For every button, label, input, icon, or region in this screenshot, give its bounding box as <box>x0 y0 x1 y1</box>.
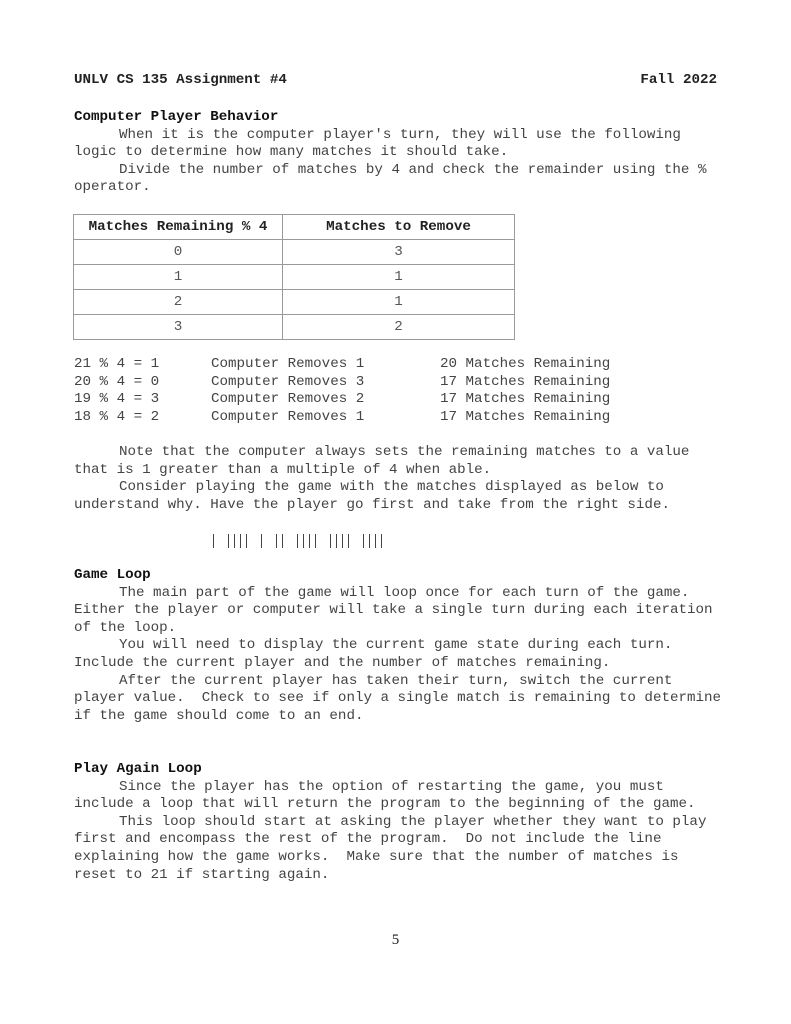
section-title: Game Loop <box>74 567 151 583</box>
paragraph: Since the player has the option of restarting the game, you must include a loop that will return the program to the beginning of the game. <box>74 778 696 813</box>
match-stick <box>282 534 283 548</box>
paragraph: Note that the computer always sets the remaining matches to a value that is 1 greater than a multiple of 4 when able. <box>74 444 698 478</box>
match-sticks-illustration <box>213 532 387 548</box>
match-stick <box>303 534 304 548</box>
column-header: Matches Remaining % 4 <box>74 215 283 240</box>
example-result: 17 Matches Remaining <box>440 373 611 390</box>
paragraph: Divide the number of matches by 4 and check the remainder using the % operator. <box>74 161 715 196</box>
match-stick <box>228 534 229 548</box>
table-cell: 0 <box>74 240 283 265</box>
example-action: Computer Removes 3 <box>211 373 365 390</box>
example-row <box>74 356 610 374</box>
section-play-again-loop <box>74 761 724 884</box>
match-stick <box>234 534 235 548</box>
table-cell: 1 <box>74 265 283 290</box>
paragraph: This loop should start at asking the player whether they want to play first and encompass the rest of the program. Do not include the line explaining how the game works. Make sure that the number of matches is reset to 21 if starting again. <box>74 813 715 883</box>
example-result: 20 Matches Remaining <box>440 356 611 372</box>
section-title: Computer Player Behavior <box>74 109 279 125</box>
example-calc: 21 % 4 = 1 <box>74 356 160 372</box>
paragraph: You will need to display the current game state during each turn. Include the current player and the number of matches remaining. <box>74 637 690 671</box>
match-stick <box>363 534 364 548</box>
match-stick <box>330 534 331 548</box>
match-stick <box>375 534 376 548</box>
match-stick <box>336 534 337 548</box>
table-cell: 2 <box>283 315 515 340</box>
match-stick <box>276 534 277 548</box>
paragraph: When it is the computer player's turn, they will use the following logic to determine how many matches it should take. <box>74 126 690 161</box>
header-term: Fall 2022 <box>640 72 717 88</box>
match-stick <box>240 534 241 548</box>
match-stick <box>381 534 382 548</box>
match-stick <box>213 534 214 548</box>
table-row <box>74 265 515 290</box>
example-result: 17 Matches Remaining <box>440 408 611 425</box>
table-row <box>74 240 515 265</box>
table-row <box>74 290 515 315</box>
example-calc: 19 % 4 = 3 <box>74 391 160 408</box>
paragraph: The main part of the game will loop once for each turn of the game. Either the player or computer will take a single turn during each iteration of the loop. <box>74 584 722 636</box>
table-cell: 3 <box>74 315 283 340</box>
example-row <box>74 374 610 392</box>
section-title: Play Again Loop <box>74 761 202 777</box>
page-number: 5 <box>391 932 400 948</box>
remainder-table <box>73 214 515 340</box>
match-stick <box>348 534 349 548</box>
match-stick <box>342 534 343 548</box>
notes <box>74 444 724 514</box>
column-header: Matches to Remove <box>283 215 515 240</box>
header-course: UNLV CS 135 Assignment #4 <box>74 72 287 88</box>
section-computer-behavior <box>74 109 724 197</box>
paragraph: Consider playing the game with the matches displayed as below to understand why. Have the player go first and take from the right side. <box>74 479 673 513</box>
example-trace <box>74 356 610 426</box>
match-stick <box>246 534 247 548</box>
match-stick <box>315 534 316 548</box>
example-calc: 20 % 4 = 0 <box>74 373 160 390</box>
table-cell: 3 <box>283 240 515 265</box>
section-game-loop <box>74 567 730 725</box>
table-row <box>74 315 515 340</box>
example-calc: 18 % 4 = 2 <box>74 408 160 425</box>
table-cell: 2 <box>74 290 283 315</box>
example-action: Computer Removes 1 <box>211 356 365 372</box>
example-action: Computer Removes 2 <box>211 391 365 408</box>
example-result: 17 Matches Remaining <box>440 391 611 408</box>
table-header-row <box>74 215 515 240</box>
example-action: Computer Removes 1 <box>211 408 365 425</box>
match-stick <box>369 534 370 548</box>
table-cell: 1 <box>283 265 515 290</box>
example-row <box>74 391 610 409</box>
page-header <box>74 72 717 90</box>
paragraph: After the current player has taken their turn, switch the current player value. Check to see if only a single match is remaining to determine if the game should come to an end. <box>74 672 730 724</box>
example-row <box>74 409 610 427</box>
match-stick <box>297 534 298 548</box>
match-stick <box>309 534 310 548</box>
match-stick <box>261 534 262 548</box>
table-cell: 1 <box>283 290 515 315</box>
